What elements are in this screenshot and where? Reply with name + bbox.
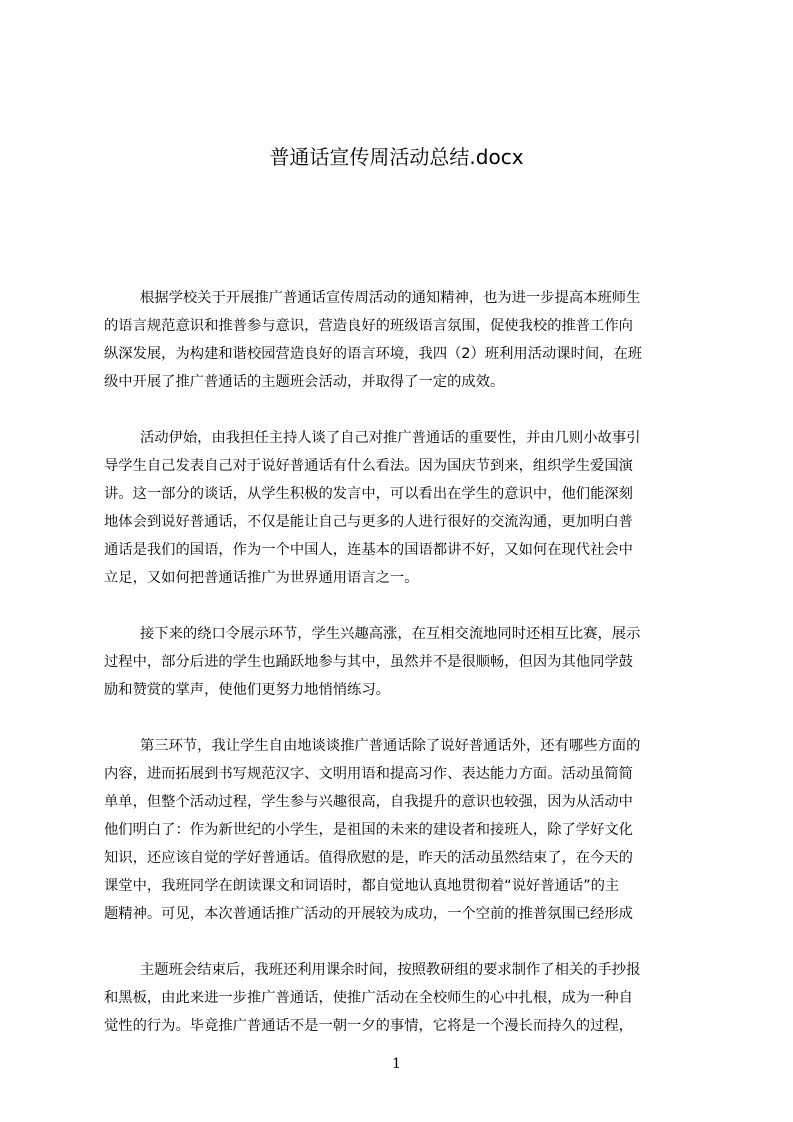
- document-body: [104, 284, 698, 1068]
- paragraph-line: 通话是我们的国语，作为一个中国人，连基本的国语都讲不好，又如何在现代社会中: [104, 542, 633, 558]
- paragraph-line: 导学生自己发表自己对于说好普通话有什么看法。因为国庆节到来，组织学生爱国演: [104, 458, 633, 474]
- paragraph-line: 知识，还应该自觉的学好普通话。值得欣慰的是，昨天的活动虽然结束了，在今天的: [104, 850, 633, 866]
- paragraph-line: 级中开展了推广普通话的主题班会活动，并取得了一定的成效。: [104, 374, 505, 390]
- paragraph-line: 主题班会结束后，我班还利用课余时间，按照教研组的要求制作了相关的手抄报: [140, 962, 641, 978]
- paragraph-line: 单单，但整个活动过程，学生参与兴趣很高，自我提升的意识也较强，因为从活动中: [104, 794, 633, 810]
- paragraph-line: 根据学校关于开展推广普通话宣传周活动的通知精神，也为进一步提高本班师生: [140, 290, 641, 306]
- paragraph-line: 内容，进而拓展到书写规范汉字、文明用语和提高习作、表达能力方面。活动虽简简: [104, 766, 633, 782]
- paragraph-line: 地体会到说好普通话，不仅是能让自己与更多的人进行很好的交流沟通，更加明白普: [104, 514, 633, 530]
- paragraph-line: 课堂中，我班同学在朗读课文和词语时，都自觉地认真地贯彻着“说好普通话”的主: [104, 878, 620, 894]
- paragraph-line: 第三环节，我让学生自由地谈谈推广普通话除了说好普通话外，还有哪些方面的: [140, 738, 641, 754]
- paragraph-3: [104, 620, 698, 704]
- paragraph-line: 过程中，部分后进的学生也踊跃地参与其中，虽然并不是很顺畅，但因为其他同学鼓: [104, 654, 633, 670]
- paragraph-line: 他们明白了：作为新世纪的小学生，是祖国的未来的建设者和接班人，除了学好文化: [104, 822, 633, 838]
- paragraph-line: 励和赞赏的掌声，使他们更努力地悄悄练习。: [104, 682, 390, 698]
- paragraph-4: [104, 732, 698, 928]
- paragraph-2: [104, 424, 698, 592]
- paragraph-line: 和黑板，由此来进一步推广普通话，使推广活动在全校师生的心中扎根，成为一种自: [104, 990, 633, 1006]
- paragraph-line: 题精神。可见，本次普通话推广活动的开展较为成功，一个空前的推普氛围已经形成: [104, 906, 633, 922]
- paragraph-line: 立足，又如何把普通话推广为世界通用语言之一。: [104, 570, 419, 586]
- paragraph-line: 纵深发展，为构建和谐校园营造良好的语言环境，我四（2）班利用活动课时间，在班: [104, 346, 643, 362]
- document-title: 普通话宣传周活动总结.docx: [269, 145, 524, 169]
- page-number: 1: [392, 1056, 401, 1072]
- paragraph-line: 接下来的绕口令展示环节，学生兴趣高涨，在互相交流地同时还相互比赛，展示: [140, 626, 641, 642]
- paragraph-line: 活动伊始，由我担任主持人谈了自己对推广普通话的重要性，并由几则小故事引: [140, 430, 641, 446]
- paragraph-line: 讲。这一部分的谈话，从学生积极的发言中，可以看出在学生的意识中，他们能深刻: [104, 486, 633, 502]
- paragraph-1: [104, 284, 698, 396]
- paragraph-line: 觉性的行为。毕竟推广普通话不是一朝一夕的事情，它将是一个漫长而持久的过程，: [104, 1018, 633, 1034]
- paragraph-5: [104, 956, 698, 1040]
- paragraph-line: 的语言规范意识和推普参与意识，营造良好的班级语言氛围，促使我校的推普工作向: [104, 318, 633, 334]
